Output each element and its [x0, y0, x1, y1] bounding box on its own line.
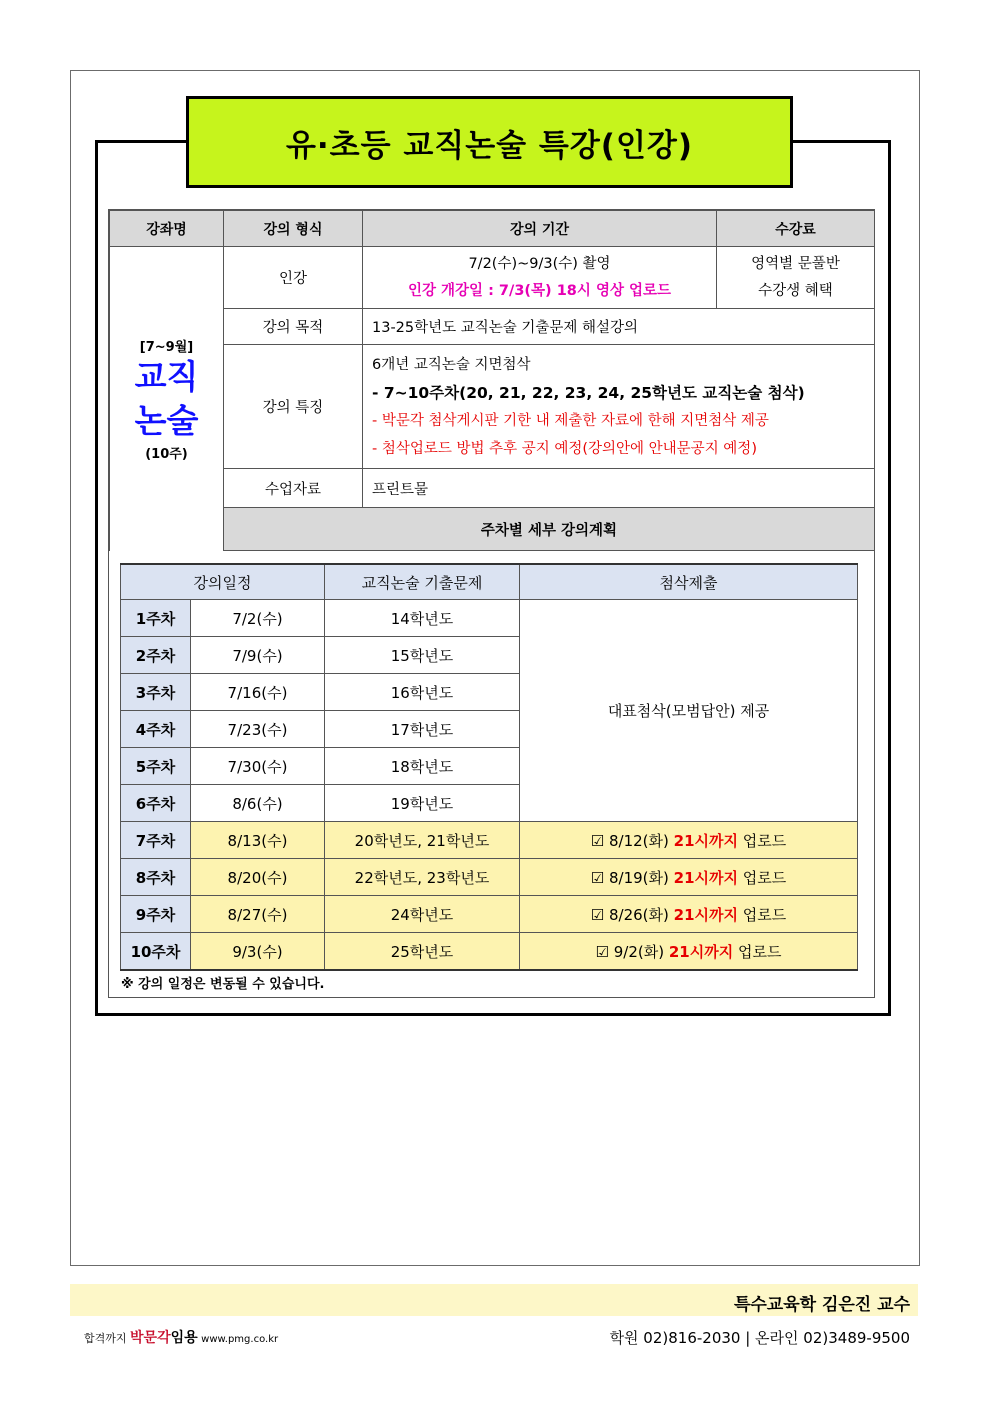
logo-prefix: 합격까지	[84, 1332, 127, 1345]
checkbox-icon: ☑	[590, 905, 605, 924]
lecture-date: 7/30(수)	[191, 748, 325, 785]
fee-line1: 영역별 문풀반	[751, 255, 840, 272]
online-period-line1: 7/2(수)~9/3(수) 촬영	[468, 255, 611, 272]
checkbox-icon: ☑	[595, 942, 609, 961]
submit-date: 8/26(화)	[608, 905, 669, 924]
submit-date: 8/12(화)	[608, 831, 669, 850]
exam-year: 14학년도	[325, 600, 520, 637]
course-name-line2: 논술	[134, 400, 199, 440]
upload-label: 업로드	[742, 868, 787, 887]
course-months: [7~9월]	[139, 339, 194, 355]
week-label: 5주차	[121, 748, 191, 785]
submit-deadline	[520, 822, 858, 859]
upload-label: 업로드	[742, 831, 787, 850]
lecture-date: 8/13(수)	[191, 822, 325, 859]
header-type: 강의 형식	[224, 211, 363, 247]
checkbox-icon: ☑	[590, 868, 605, 887]
logo-url: www.pmg.co.kr	[201, 1334, 279, 1345]
fee-line2: 수강생 혜택	[758, 282, 833, 299]
course-weeks: (10주)	[145, 446, 188, 462]
week-label: 2주차	[121, 637, 191, 674]
exam-year: 22학년도, 23학년도	[325, 859, 520, 896]
table-row	[121, 600, 858, 637]
schedule-table	[120, 563, 858, 971]
purpose-label: 강의 목적	[224, 309, 363, 345]
table-row	[121, 822, 858, 859]
lecture-date: 7/2(수)	[191, 600, 325, 637]
header-period: 강의 기간	[363, 211, 717, 247]
lecture-date: 7/16(수)	[191, 674, 325, 711]
exam-year: 25학년도	[325, 933, 520, 971]
features-value	[363, 345, 875, 469]
course-info-box	[108, 209, 875, 998]
features-line4: - 첨삭업로드 방법 추후 공지 예정(강의안에 안내문공지 예정)	[372, 440, 757, 457]
lecture-date: 8/27(수)	[191, 896, 325, 933]
contact-info: 학원 02)816-2030 | 온라인 02)3489-9500	[609, 1329, 910, 1347]
week-label: 9주차	[121, 896, 191, 933]
deadline-time: 21시까지	[673, 905, 738, 924]
upload-label: 업로드	[742, 905, 787, 924]
table-row	[121, 896, 858, 933]
exam-year: 16학년도	[325, 674, 520, 711]
exam-year: 19학년도	[325, 785, 520, 822]
course-name-line1: 교직	[134, 356, 199, 396]
lecture-date: 7/9(수)	[191, 637, 325, 674]
brand-logo	[84, 1327, 278, 1347]
week-label: 3주차	[121, 674, 191, 711]
professor-name: 특수교육학 김은진 교수	[733, 1295, 910, 1315]
table-row	[121, 933, 858, 971]
materials-label: 수업자료	[224, 469, 363, 508]
materials-value: 프린트물	[363, 469, 875, 508]
week-label: 7주차	[121, 822, 191, 859]
schedule-header-date: 강의일정	[121, 564, 325, 600]
online-label: 인강	[224, 247, 363, 309]
table-row	[121, 859, 858, 896]
exam-year: 20학년도, 21학년도	[325, 822, 520, 859]
exam-year: 15학년도	[325, 637, 520, 674]
submit-deadline	[520, 896, 858, 933]
week-label: 10주차	[121, 933, 191, 971]
schedule-header-submit: 첨삭제출	[520, 564, 858, 600]
week-label: 8주차	[121, 859, 191, 896]
online-fee	[717, 247, 875, 309]
lecture-date: 8/6(수)	[191, 785, 325, 822]
submit-date: 8/19(화)	[608, 868, 669, 887]
page-title: 유·초등 교직논술 특강(인강)	[186, 96, 793, 188]
submit-deadline	[520, 933, 858, 971]
exam-year: 17학년도	[325, 711, 520, 748]
header-course: 강좌명	[110, 211, 224, 247]
lecture-date: 8/20(수)	[191, 859, 325, 896]
representative-review-note: 대표첨삭(모범답안) 제공	[520, 600, 858, 822]
exam-year: 18학년도	[325, 748, 520, 785]
upload-label: 업로드	[738, 942, 782, 961]
deadline-time: 21시까지	[673, 868, 738, 887]
plan-title: 주차별 세부 강의계획	[224, 508, 875, 551]
logo-brand: 박문각	[130, 1330, 171, 1346]
submit-date: 9/2(화)	[613, 942, 665, 961]
deadline-time: 21시까지	[673, 831, 738, 850]
lecture-date: 9/3(수)	[191, 933, 325, 971]
course-info-table	[109, 210, 875, 551]
schedule-header-exam: 교직논술 기출문제	[325, 564, 520, 600]
header-fee: 수강료	[717, 211, 875, 247]
deadline-time: 21시까지	[668, 942, 734, 961]
lecture-date: 7/23(수)	[191, 711, 325, 748]
checkbox-icon: ☑	[590, 831, 605, 850]
week-label: 4주차	[121, 711, 191, 748]
schedule-change-note: ※ 강의 일정은 변동될 수 있습니다.	[121, 977, 325, 992]
features-line2: - 7~10주차(20, 21, 22, 23, 24, 25학년도 교직논술 첨삭)	[372, 383, 805, 402]
features-line1: 6개년 교직논술 지면첨삭	[372, 356, 531, 373]
purpose-value: 13-25학년도 교직논술 기출문제 해설강의	[363, 309, 875, 345]
week-label: 6주차	[121, 785, 191, 822]
exam-year: 24학년도	[325, 896, 520, 933]
online-start-date: 인강 개강일 : 7/3(목) 18시 영상 업로드	[407, 282, 672, 299]
course-name-cell	[110, 247, 224, 551]
logo-suffix: 임용	[170, 1330, 198, 1346]
week-label: 1주차	[121, 600, 191, 637]
online-period	[363, 247, 717, 309]
features-line3: - 박문각 첨삭게시판 기한 내 제출한 자료에 한해 지면첨삭 제공	[372, 412, 769, 429]
features-label: 강의 특징	[224, 345, 363, 469]
submit-deadline	[520, 859, 858, 896]
